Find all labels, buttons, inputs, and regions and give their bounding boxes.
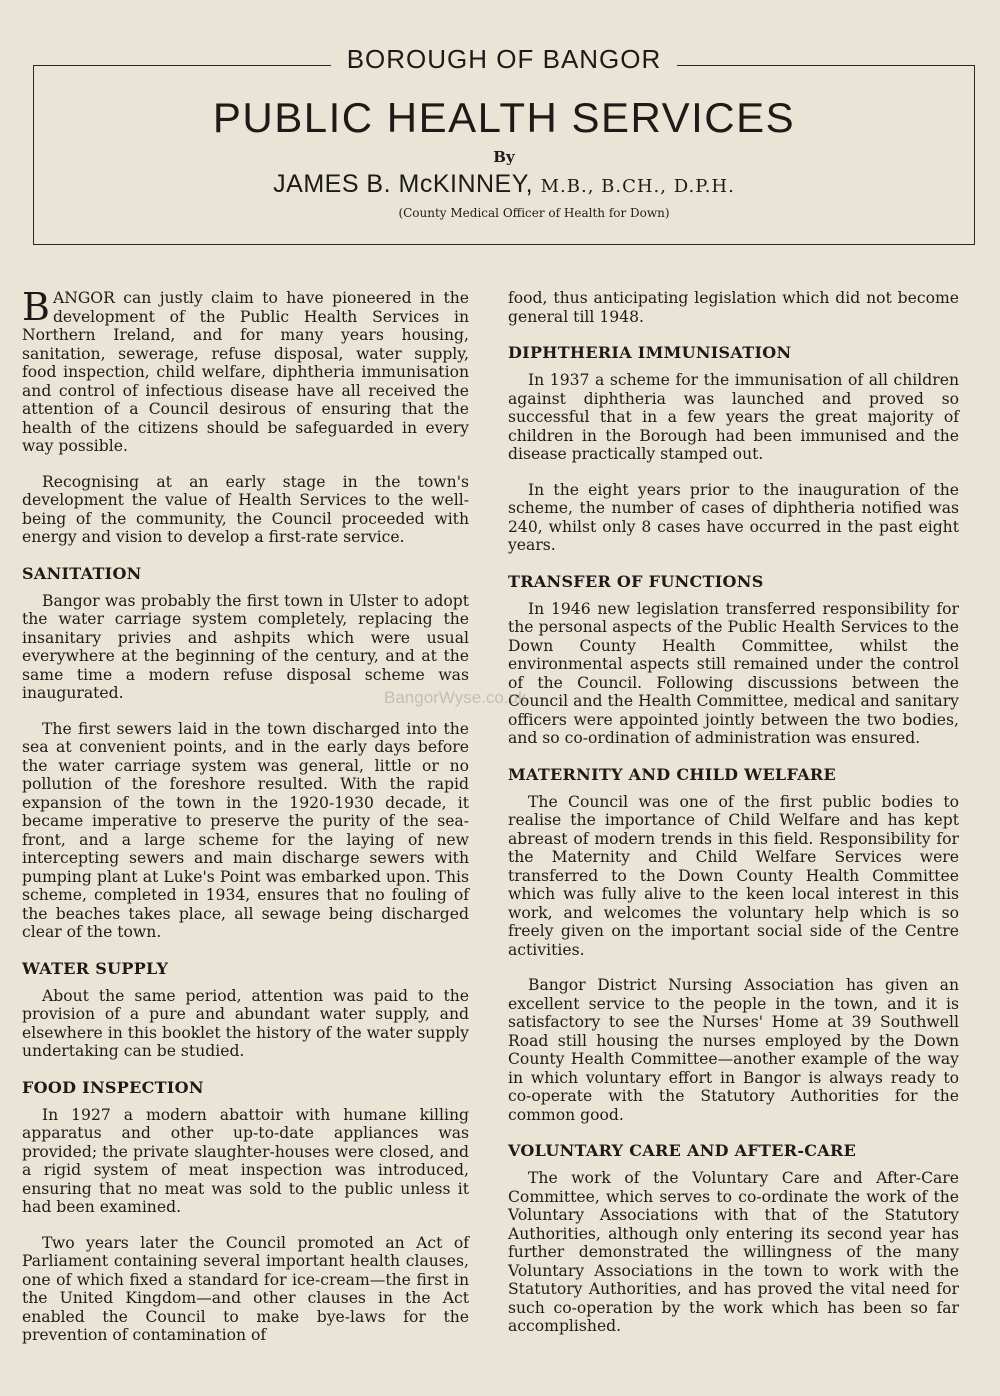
sanitation-paragraph-1: Bangor was probably the first town in Ulster to adopt the water carriage system completely, replacing the insanitary privies and ashpits which were usual everywhere at the beginning of the century, and at the same time a modern refuse disposal scheme was inaugurated. bbox=[22, 591, 469, 702]
intro-paragraph: BANGOR can justly claim to have pioneered in the development of the Public Health Services in Northern Ireland, and for many years housing, sanitation, sewerage, refuse disposal, water supply, food inspection, child welfare, diphtheria immunisation and control of infectious disease have all received the attention of a Council desirous of ensuring that the health of the citizens should be safeguarded in every way possible. bbox=[22, 285, 469, 455]
author-line bbox=[34, 170, 974, 199]
borough-heading: BOROUGH OF BANGOR bbox=[34, 44, 974, 75]
section-heading-sanitation: SANITATION bbox=[22, 563, 142, 583]
section-heading-food-inspection: FOOD INSPECTION bbox=[22, 1077, 204, 1097]
intro-paragraph-2: Recognising at an early stage in the town's development the value of Health Services to the well-being of the community, the Council proceeded with energy and vision to develop a first-rate service. bbox=[22, 472, 469, 546]
page-title: PUBLIC HEALTH SERVICES bbox=[212, 94, 796, 141]
drop-cap: B bbox=[22, 285, 50, 329]
title-box bbox=[33, 44, 975, 245]
food-inspection-paragraph-1: In 1927 a modern abattoir with humane killing apparatus and other up-to-date appliances was provided; the private slaughter-houses were closed, and a rigid system of meat inspection was introduced, ensuring that no meat was sold to the public unless it had been examined. bbox=[22, 1105, 469, 1216]
sanitation-paragraph-2: The first sewers laid in the town discharged into the sea at convenient points, and in the early days before the water carriage system was general, little or no pollution of the foreshore resulted. With the rapid expansion of the town in the 1920-1930 decade, it became imperative to preserve the purity of the sea-front, and a large scheme for the laying of new intercepting sewers and main discharge sewers with pumping plant at Luke's Point was embarked upon. This scheme, completed in 1934, ensures that no fouling of the beaches takes place, all sewage being discharged clear of the town. bbox=[22, 719, 469, 941]
maternity-paragraph-1: The Council was one of the first public bodies to realise the importance of Child Welfare and has kept abreast of modern trends in this field. Responsibility for the Maternity and Child Welfare Services were transferred to the Down County Health Committee which was fully alive to the keen local interest in this work, and welcomes the voluntary help which is so freely given on the important social side of the Centre activities. bbox=[508, 792, 959, 959]
food-inspection-paragraph-2: Two years later the Council promoted an Act of Parliament containing several important health clauses, one of which fixed a standard for ice-cream—the first in the United Kingdom—and other clauses in the Act enabled the Council to make bye-laws for the prevention of contamination of bbox=[22, 1233, 469, 1344]
right-column bbox=[508, 289, 959, 1353]
author-degrees: M.B., B.CH., D.P.H. bbox=[540, 176, 735, 197]
author-name: JAMES B. McKINNEY, bbox=[273, 170, 534, 198]
diphtheria-paragraph-1: In 1937 a scheme for the immunisation of all children against diphtheria was launched and proved so successful that in a few years the great majority of children in the Borough had been immunised and the disease practically stamped out. bbox=[508, 371, 959, 463]
author-position: (County Medical Officer of Health for Down) bbox=[398, 206, 670, 220]
transfer-paragraph: In 1946 new legislation transferred responsibility for the personal aspects of the Public Health Services to the Down County Health Committee, whilst the environmental aspects still remained under the control of the Council. Following discussions between the Council and the Health Committee, medical and sanitary officers were appointed jointly between the two bodies, and so co-ordination of administration was ensured. bbox=[508, 599, 959, 747]
continued-paragraph: food, thus anticipating legislation which did not become general till 1948. bbox=[508, 289, 959, 326]
section-heading-water-supply: WATER SUPPLY bbox=[22, 958, 169, 978]
by-label: By bbox=[493, 148, 515, 166]
section-heading-transfer: TRANSFER OF FUNCTIONS bbox=[508, 571, 764, 591]
watermark: BangorWyse.co.uk bbox=[384, 688, 527, 707]
left-column bbox=[22, 285, 469, 1362]
section-heading-diphtheria: DIPHTHERIA IMMUNISATION bbox=[508, 343, 792, 362]
maternity-paragraph-2: Bangor District Nursing Association has given an excellent service to the people in the town, and it is satisfactory to see the Nurses' Home at 39 Southwell Road still housing the nurses employed by the Down County Health Committee—another example of the way in which voluntary effort in Bangor is always ready to co-operate with the Statutory Authorities for the common good. bbox=[508, 976, 959, 1124]
section-heading-maternity: MATERNITY AND CHILD WELFARE bbox=[508, 764, 837, 784]
water-supply-paragraph: About the same period, attention was paid to the provision of a pure and abundant water supply, and elsewhere in this booklet the history of the water supply undertaking can be studied. bbox=[22, 986, 469, 1060]
voluntary-care-paragraph: The work of the Voluntary Care and After-Care Committee, which serves to co-ordinate the work of the Voluntary Associations with that of the Statutory Authorities, although only entering its second year has further demonstrated the willingness of the many Voluntary Associations in the town to work with the Statutory Authorities, and has proved the vital need for such co-operation by the work which has been so far accomplished. bbox=[508, 1169, 959, 1335]
section-heading-voluntary-care: VOLUNTARY CARE AND AFTER-CARE bbox=[508, 1141, 857, 1160]
diphtheria-paragraph-2: In the eight years prior to the inauguration of the scheme, the number of cases of diphtheria notified was 240, whilst only 8 cases have occurred in the past eight years. bbox=[508, 480, 959, 554]
